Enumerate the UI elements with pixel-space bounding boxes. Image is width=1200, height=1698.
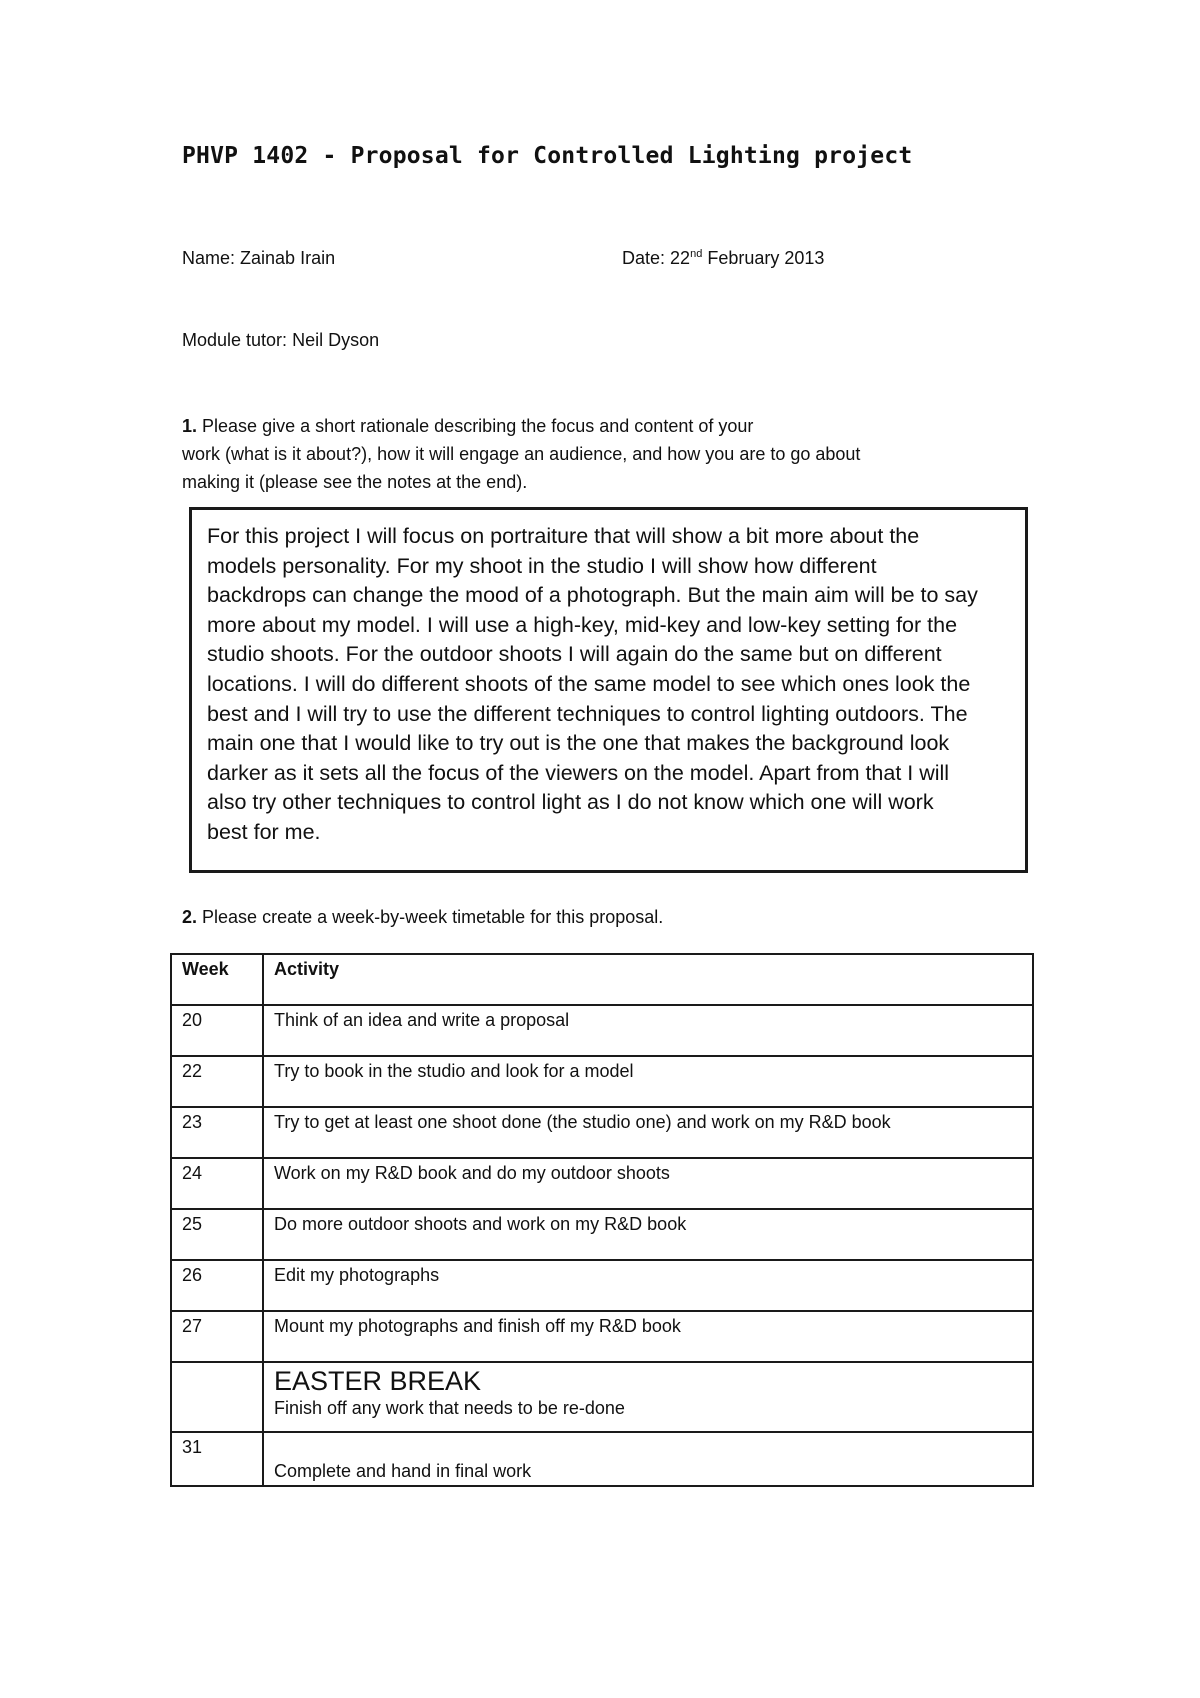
week-cell: 25 [171, 1209, 263, 1260]
answer-line: best and I will try to use the different techniques to control lighting outdoors. The [207, 701, 968, 726]
week-cell: 31 [171, 1432, 263, 1486]
date-day: 22 [670, 248, 691, 268]
timetable [170, 953, 1034, 1487]
date-row [622, 248, 824, 269]
date-suffix: nd [690, 248, 703, 260]
activity-cell: Mount my photographs and finish off my R&D book [263, 1311, 1033, 1362]
tutor-label: Module tutor: [182, 330, 288, 350]
answer-line: locations. I will do different shoots of the same model to see which ones look the [207, 671, 971, 696]
date-label: Date: [622, 248, 666, 268]
rationale-answer-text [207, 522, 1011, 848]
final-row [171, 1432, 1033, 1486]
activity-cell [263, 1432, 1033, 1486]
question-1-line: work (what is it about?), how it will engage an audience, and how you are to go about [182, 444, 861, 464]
answer-line: backdrops can change the mood of a photograph. But the main aim will be to say [207, 583, 978, 608]
timetable-header-row [171, 954, 1033, 1005]
name-value: Zainab Irain [240, 248, 336, 268]
rationale-answer-box [189, 507, 1028, 873]
module-tutor-row [182, 330, 379, 351]
question-1-line: 1. Please give a short rationale describing the focus and content of your [182, 416, 754, 436]
question-2-line: 2. Please create a week-by-week timetable for this proposal. [182, 907, 664, 927]
easter-break-row [171, 1362, 1033, 1432]
question-1 [182, 412, 982, 496]
week-cell: 27 [171, 1311, 263, 1362]
tutor-value: Neil Dyson [292, 330, 380, 350]
week-column-header: Week [171, 954, 263, 1005]
easter-break-heading: EASTER BREAK [274, 1366, 482, 1396]
answer-line: studio shoots. For the outdoor shoots I will again do the same but on different [207, 642, 942, 667]
answer-line: darker as it sets all the focus of the viewers on the model. Apart from that I will [207, 760, 950, 785]
table-row [171, 1056, 1033, 1107]
student-name-row [182, 248, 335, 269]
week-cell: 26 [171, 1260, 263, 1311]
table-row [171, 1260, 1033, 1311]
week-cell: 20 [171, 1005, 263, 1056]
page-title: PHVP 1402 - Proposal for Controlled Lighting project [182, 143, 913, 169]
week-cell [171, 1362, 263, 1432]
question-1-line: making it (please see the notes at the end). [182, 472, 528, 492]
answer-line: main one that I would like to try out is the one that makes the background look [207, 731, 950, 756]
activity-cell: Do more outdoor shoots and work on my R&D book [263, 1209, 1033, 1260]
table-row [171, 1209, 1033, 1260]
answer-line: best for me. [207, 819, 321, 844]
table-row [171, 1005, 1033, 1056]
activity-cell: Try to book in the studio and look for a model [263, 1056, 1033, 1107]
week-cell: 23 [171, 1107, 263, 1158]
activity-cell: Work on my R&D book and do my outdoor shoots [263, 1158, 1033, 1209]
answer-line: more about my model. I will use a high-key, mid-key and low-key setting for the [207, 612, 958, 637]
activity-cell: Think of an idea and write a proposal [263, 1005, 1033, 1056]
answer-line: models personality. For my shoot in the studio I will show how different [207, 553, 877, 578]
table-row [171, 1158, 1033, 1209]
easter-break-note: Finish off any work that needs to be re-done [274, 1398, 625, 1418]
table-row [171, 1311, 1033, 1362]
activity-cell: Edit my photographs [263, 1260, 1033, 1311]
question-2-number: 2. [182, 907, 198, 927]
table-row [171, 1107, 1033, 1158]
week-cell: 24 [171, 1158, 263, 1209]
name-label: Name: [182, 248, 236, 268]
activity-cell: Try to get at least one shoot done (the studio one) and work on my R&D book [263, 1107, 1033, 1158]
final-activity-text: Complete and hand in final work [274, 1461, 532, 1481]
week-cell: 22 [171, 1056, 263, 1107]
activity-column-header: Activity [263, 954, 1033, 1005]
final-row-spacer [274, 1437, 1022, 1461]
question-2 [182, 903, 982, 931]
date-rest: February 2013 [707, 248, 825, 268]
answer-line: For this project I will focus on portraiture that will show a bit more about the [207, 524, 920, 548]
question-1-number: 1. [182, 416, 198, 436]
answer-line: also try other techniques to control light as I do not know which one will work [207, 790, 934, 815]
activity-cell [263, 1362, 1033, 1432]
